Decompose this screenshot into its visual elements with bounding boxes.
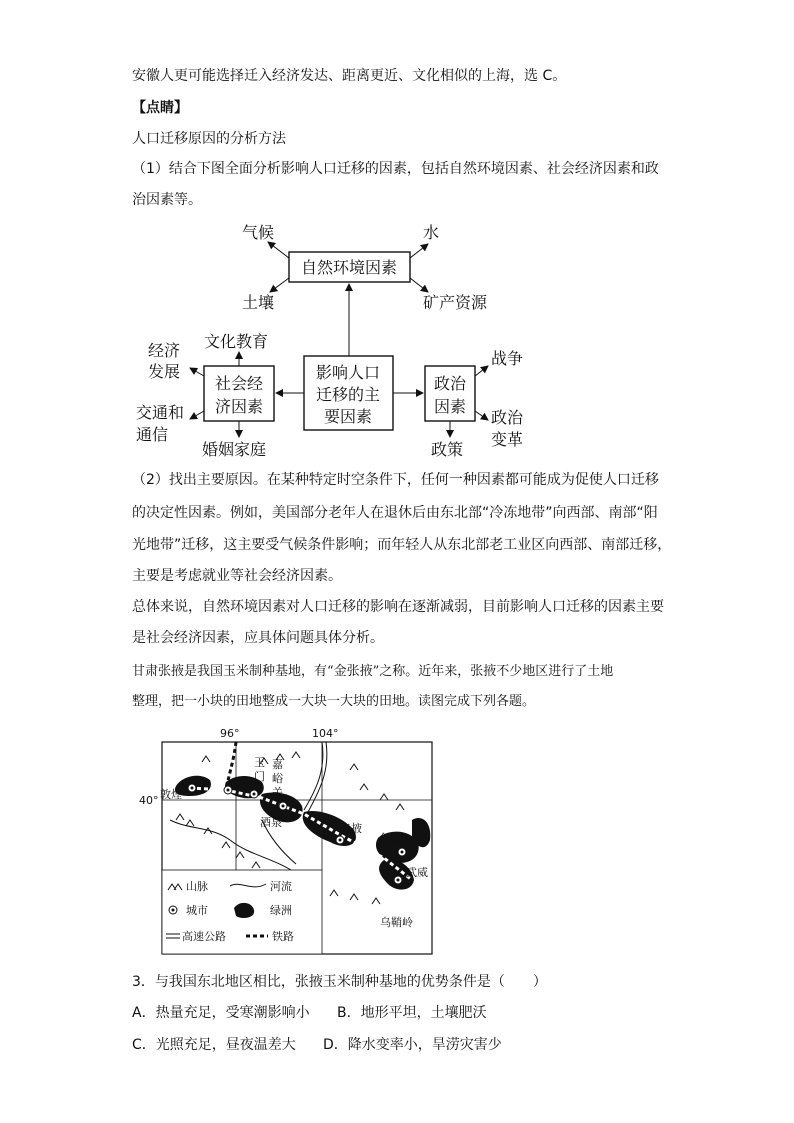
paragraph-step2-line3: 光地带”迁移，这主要受气候条件影响；而年轻人从东北部老工业区向西部、南部迁移， — [132, 537, 672, 553]
legend-railway: 铁路 — [272, 930, 294, 943]
paragraph-step1-line1: （1）结合下图全面分析影响人口迁移的因素，包括自然环境因素、社会经济因素和政 — [132, 161, 659, 177]
social-transport-1: 交通和 — [136, 403, 185, 422]
city-yumen-2: 门 — [254, 770, 265, 783]
lon-96: 96° — [220, 727, 240, 740]
method-title: 人口迁移原因的分析方法 — [132, 131, 286, 147]
paragraph-step2-line2: 的决定性因素。例如，美国部分老年人在退休后由东北部“冷冻地带”向西部、南部“阳 — [132, 505, 658, 521]
option-c[interactable]: C．光照充足，昼夜温差大 — [132, 1037, 296, 1053]
natural-climate: 气候 — [242, 223, 275, 242]
political-war: 战争 — [491, 349, 524, 368]
paragraph-step2-line1: （2）找出主要原因。在某种特定时空条件下，任何一种因素都可能成为促使人口迁移 — [132, 472, 659, 488]
zhangye-intro-line2: 整理，把一小块的田地整成一大块一大块的田地。读图完成下列各题。 — [132, 694, 536, 709]
city-jiayuguan-2: 峪 — [272, 772, 283, 785]
city-wuwei: 武威 — [406, 866, 428, 879]
social-line-1: 社会经 — [214, 374, 264, 393]
city-yumen-1: 玉 — [254, 756, 265, 769]
lon-104: 104° — [312, 727, 339, 740]
social-economy-1: 经济 — [148, 341, 181, 360]
legend-city: 城市 — [186, 904, 208, 917]
political-line-2: 因素 — [433, 397, 467, 416]
center-line-2: 迁移的主 — [315, 385, 381, 404]
question-stem: 3．与我国东北地区相比，张掖玉米制种基地的优势条件是（ ） — [132, 974, 547, 990]
option-b[interactable]: B．地形平坦，土壤肥沃 — [337, 1005, 487, 1021]
center-line-3: 要因素 — [323, 407, 373, 426]
paragraph-1: 安徽人更可能选择迁入经济发达、距离更近、文化相似的上海，选 C。 — [132, 68, 567, 84]
city-jiayuguan-3: 关 — [272, 786, 283, 799]
lat-40: 40° — [139, 794, 159, 807]
legend-oasis: 绿洲 — [270, 904, 292, 917]
city-jiayuguan-1: 嘉 — [272, 758, 283, 771]
legend-mountain: 山脉 — [186, 880, 208, 893]
natural-soil: 土壤 — [242, 293, 275, 312]
paragraph-step1-line2: 治因素等。 — [132, 192, 202, 208]
legend-river: 河流 — [270, 880, 292, 893]
paragraph-summary-line2: 是社会经济因素，应具体问题具体分析。 — [132, 630, 384, 646]
natural-factor-label: 自然环境因素 — [300, 258, 398, 277]
social-marriage: 婚姻家庭 — [202, 440, 267, 459]
city-zhangye: 张掖 — [340, 822, 362, 835]
paragraph-step2-line4: 主要是考虑就业等社会经济因素。 — [132, 568, 342, 584]
natural-water: 水 — [423, 223, 440, 242]
dianjing-heading: 【点睛】 — [132, 100, 188, 116]
mountain-wushaoling: 乌鞘岭 — [380, 916, 413, 929]
city-jiuquan: 酒泉 — [260, 816, 282, 829]
legend-highway: 高速公路 — [182, 930, 226, 943]
political-policy: 政策 — [431, 440, 464, 459]
political-reform-2: 变革 — [491, 430, 524, 449]
paragraph-summary-line1: 总体来说，自然环境因素对人口迁移的影响在逐渐减弱，目前影响人口迁移的因素主要 — [132, 599, 664, 615]
zhangye-intro-line1: 甘肃张掖是我国玉米制种基地，有“金张掖”之称。近年来，张掖不少地区进行了土地 — [132, 664, 614, 679]
social-culture: 文化教育 — [204, 332, 269, 351]
city-dunhuang: 敦煌 — [160, 788, 182, 801]
political-reform-1: 政治 — [491, 408, 524, 427]
social-economy-2: 发展 — [148, 362, 181, 381]
city-jinchang: 金昌 — [378, 832, 400, 845]
social-line-2: 济因素 — [214, 397, 264, 416]
social-transport-2: 通信 — [136, 425, 169, 444]
natural-minerals: 矿产资源 — [423, 293, 488, 312]
option-d[interactable]: D．降水变率小，旱涝灾害少 — [323, 1037, 502, 1053]
political-line-1: 政治 — [433, 374, 467, 393]
option-a[interactable]: A．热量充足，受寒潮影响小 — [132, 1005, 310, 1021]
center-line-1: 影响人口 — [315, 363, 381, 382]
